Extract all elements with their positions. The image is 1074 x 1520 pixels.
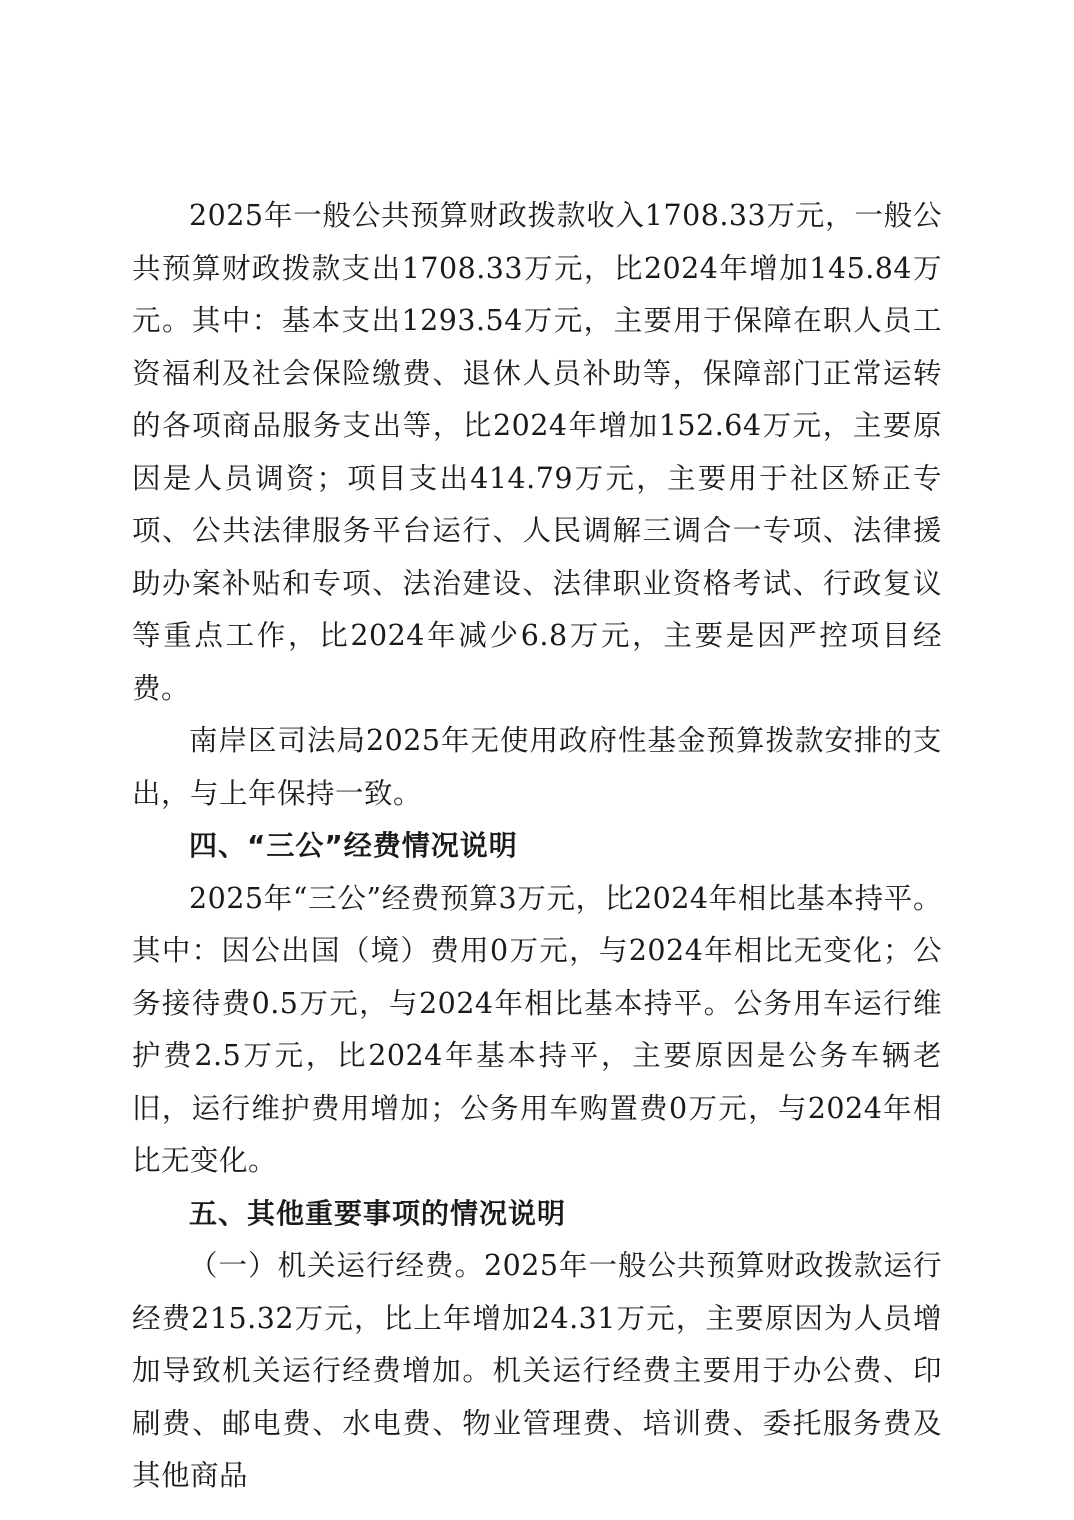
paragraph-general-budget: 2025年一般公共预算财政拨款收入1708.33万元，一般公共预算财政拨款支出1708.33万元，比2024年增加145.84万元。其中：基本支出1293.54万元，主要用于保障在职人员工资福利及社会保险缴费、退休人员补助等，保障部门正常运转的各项商品服务支出等，比2024年增加152.64万元，主要原因是人员调资；项目支出414.79万元，主要用于社区矫正专项、公共法律服务平台运行、人民调解三调合一专项、法律援助办案补贴和专项、法治建设、法律职业资格考试、行政复议等重点工作，比2024年减少6.8万元，主要是因严控项目经费。 [132, 199, 942, 705]
paragraph-three-public-expenses: 2025年“三公”经费预算3万元，比2024年相比基本持平。其中：因公出国（境）费用0万元，与2024年相比无变化；公务接待费0.5万元，与2024年相比基本持平。公务用车运行维护费2.5万元，比2024年基本持平，主要原因是公务车辆老旧，运行维护费用增加；公务用车购置费0万元，与2024年相比无变化。 [132, 881, 942, 1177]
section-heading-three-public-expenses: 四、“三公”经费情况说明 [189, 829, 518, 862]
paragraph-government-fund: 南岸区司法局2025年无使用政府性基金预算拨款安排的支出，与上年保持一致。 [132, 724, 942, 810]
section-heading-other-matters: 五、其他重要事项的情况说明 [189, 1196, 567, 1230]
paragraph-office-operating-expenses: （一）机关运行经费。2025年一般公共预算财政拨款运行经费215.32万元，比上年增加24.31万元，主要原因为人员增加导致机关运行经费增加。机关运行经费主要用于办公费、印刷费、邮电费、水电费、物业管理费、培训费、委托服务费及其他商品 [132, 1249, 942, 1492]
document-body [132, 190, 942, 1503]
